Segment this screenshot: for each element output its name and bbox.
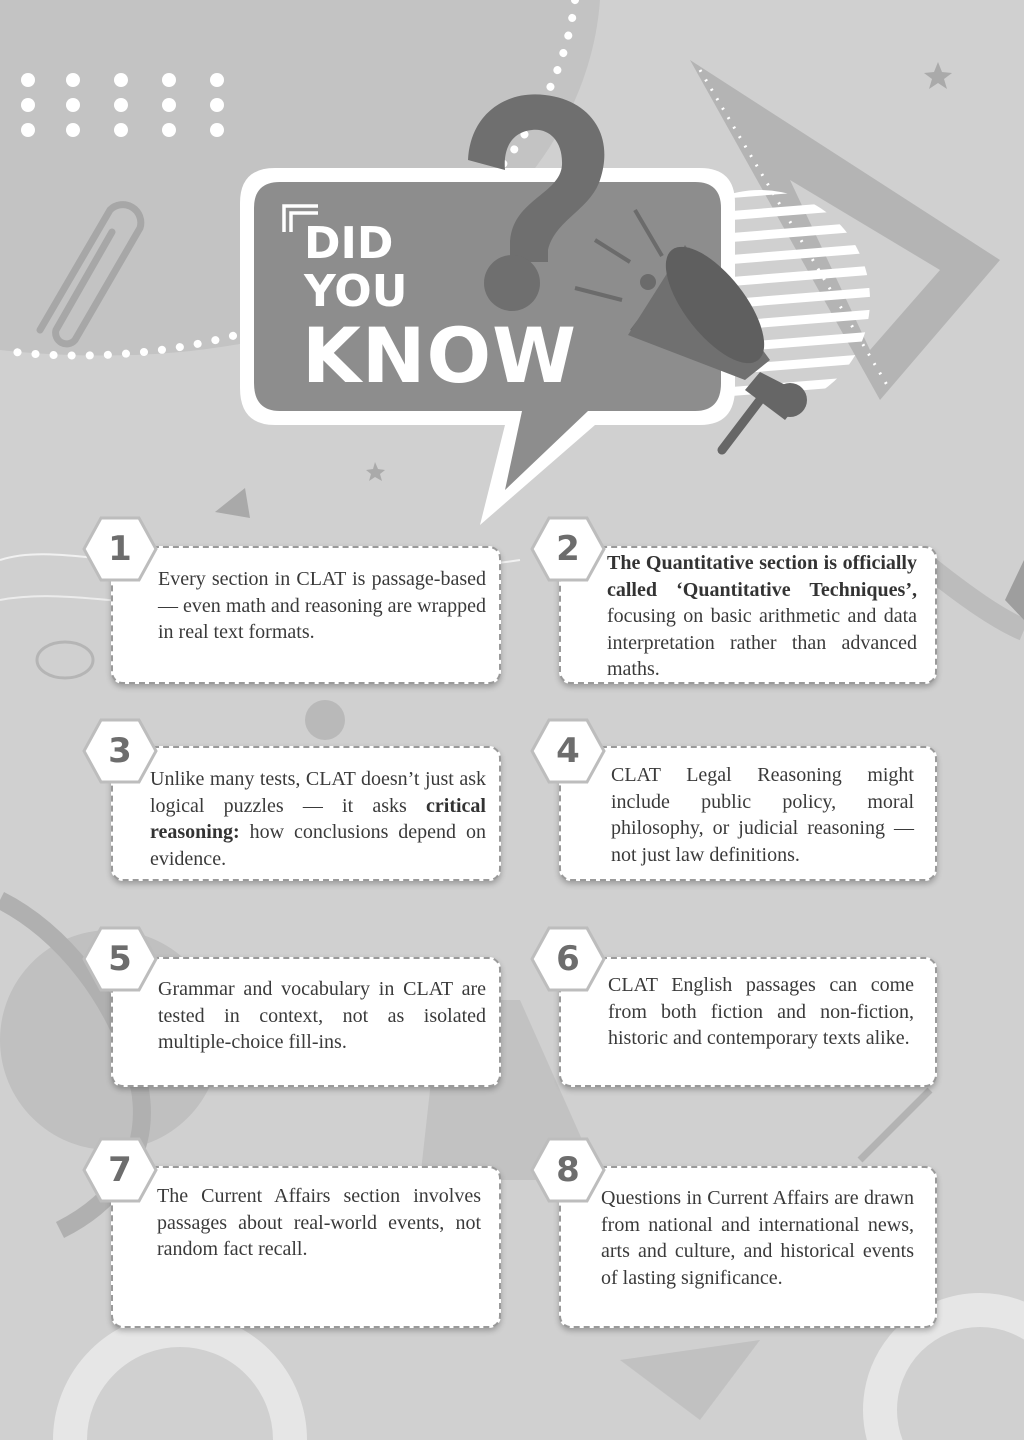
fact-text-body: The Current Affairs section involves passages about real-world events, not random fact recall.: [157, 1185, 481, 1260]
fact-text: [611, 762, 914, 868]
fact-number: 8: [556, 1150, 580, 1190]
fact-text-body: Questions in Current Affairs are drawn from national and international news, arts and culture, and historical events of lasting significance.: [601, 1187, 914, 1289]
fact-text-body: CLAT English passages can come from both fiction and non-fiction, historic and contemporary texts alike.: [608, 974, 914, 1049]
fact-text-emphasis: critical reasoning:: [150, 794, 486, 843]
fact-number-badge: [530, 1137, 606, 1203]
fact-number-badge: [82, 1137, 158, 1203]
fact-number: 5: [108, 939, 132, 979]
fact-number-badge: [82, 516, 158, 582]
fact-text: [601, 1185, 914, 1291]
fact-number: 1: [108, 529, 132, 569]
fact-text: [158, 566, 486, 646]
fact-text-lead: Unlike many tests, CLAT doesn’t just ask logical puzzles — it asks: [150, 768, 486, 817]
fact-number-badge: [82, 718, 158, 784]
title-line-did: DID: [304, 218, 394, 269]
fact-number-badge: [530, 516, 606, 582]
fact-number: 2: [556, 529, 580, 569]
fact-number: 7: [108, 1150, 132, 1190]
fact-text-body: Grammar and vocabulary in CLAT are tested in context, not as isolated multiple-choice fill-ins.: [158, 978, 486, 1053]
fact-text-body: focusing on basic arithmetic and data interpretation rather than advanced maths.: [607, 605, 917, 680]
fact-text-body: CLAT Legal Reasoning might include public policy, moral philosophy, or judicial reasoning — not just law definitions.: [611, 764, 914, 866]
fact-text: [157, 1183, 481, 1263]
fact-number: 6: [556, 939, 580, 979]
fact-number: 4: [556, 731, 580, 771]
title-line-you: YOU: [304, 266, 408, 317]
fact-text-body: Every section in CLAT is passage-based — even math and reasoning are wrapped in real text formats.: [158, 568, 486, 643]
fact-text: [150, 766, 486, 872]
fact-text: [608, 972, 914, 1052]
fact-number-badge: [530, 926, 606, 992]
fact-text-body: how conclusions depend on evidence.: [150, 821, 486, 870]
fact-number-badge: [82, 926, 158, 992]
fact-text: [607, 550, 917, 683]
fact-number-badge: [530, 718, 606, 784]
title-line-know: KNOW: [302, 311, 577, 400]
fact-text: [158, 976, 486, 1056]
fact-text-emphasis: The Quantitative section is officially called ‘Quantitative Techniques’,: [607, 552, 917, 601]
fact-number: 3: [108, 731, 132, 771]
